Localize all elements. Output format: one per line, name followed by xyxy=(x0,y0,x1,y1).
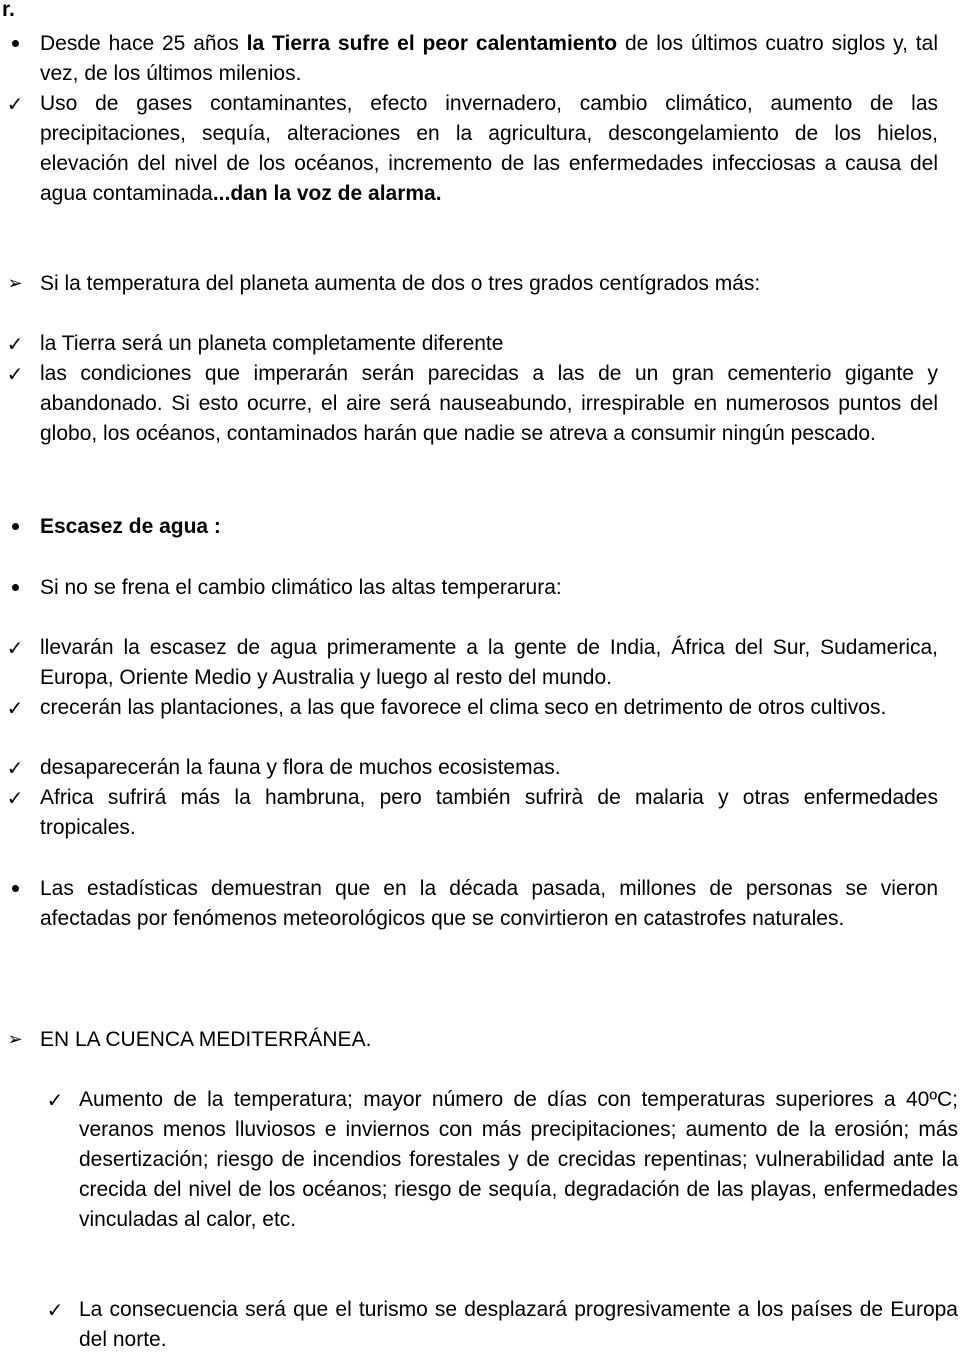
list-item-text: La consecuencia será que el turismo se desplazará progresivamente a los países de Europa del norte. xyxy=(79,1298,958,1351)
section-heading: Escasez de agua : xyxy=(40,515,221,538)
checkmark-icon: ✓ xyxy=(6,756,24,780)
list-item-text: llevarán la escasez de agua primeramente a la gente de India, África del Sur, Sudamerica, Europa, Oriente Medio y Australia y luego al resto del mundo. xyxy=(40,636,938,689)
checkmark-icon: ✓ xyxy=(6,636,24,660)
checkmark-icon: ✓ xyxy=(6,92,24,116)
checkmark-icon: ✓ xyxy=(6,332,24,356)
list-item-text: Africa sufrirá más la hambruna, pero también sufrirà de malaria y otras enfermedades tropicales. xyxy=(40,786,938,839)
list-item-text: Si no se frena el cambio climático las altas temperarura: xyxy=(40,576,562,599)
heading-fragment: r. xyxy=(2,0,15,21)
list-item-text: Uso de gases contaminantes, efecto invernadero, cambio climático, aumento de las precipitaciones, sequía, alteraciones en la agricultura, descongelamiento de los hielos, elevación del nivel de los océanos, incremento de las enfermedades infecciosas a causa del agua contaminada...dan la voz de alarma. xyxy=(40,92,938,205)
list-item-text: Desde hace 25 años la Tierra sufre el peor calentamiento de los últimos cuatro siglos y, tal vez, de los últimos milenios. xyxy=(40,32,938,85)
list-item-text: la Tierra será un planeta completamente diferente xyxy=(40,332,504,355)
list-item-text: Las estadísticas demuestran que en la década pasada, millones de personas se vieron afectadas por fenómenos meteorológicos que se convirtieron en catastrofes naturales. xyxy=(40,877,938,930)
list-item-text: Aumento de la temperatura; mayor número de días con temperaturas superiores a 40ºC; veranos menos lluviosos e inviernos con más precipitaciones; aumento de la erosión; más desertización; riesgo de incendios forestales y de crecidas repentinas; vulnerabilidad ante la crecida del nivel de los océanos; riesgo de sequía, degradación de las playas, enfermedades vinculadas al calor, etc. xyxy=(79,1088,958,1231)
checkmark-icon: ✓ xyxy=(46,1298,64,1322)
checkmark-icon: ✓ xyxy=(46,1088,64,1112)
checkmark-icon: ✓ xyxy=(6,696,24,720)
section-heading: EN LA CUENCA MEDITERRÁNEA. xyxy=(40,1028,372,1051)
list-item-text: desaparecerán la fauna y flora de muchos ecosistemas. xyxy=(40,756,561,779)
arrowhead-icon: ➢ xyxy=(7,273,23,294)
list-item-text: las condiciones que imperarán serán parecidas a las de un gran cementerio gigante y abandonado. Si esto ocurre, el aire será nauseabundo, irrespirable en numerosos puntos del globo, los océanos, contaminados harán que nadie se atreva a consumir ningún pescado. xyxy=(40,362,938,445)
list-item-text: crecerán las plantaciones, a las que favorece el clima seco en detrimento de otros cultivos. xyxy=(40,696,887,719)
checkmark-icon: ✓ xyxy=(6,362,24,386)
bullet-icon xyxy=(0,874,30,904)
checkmark-icon: ✓ xyxy=(6,786,24,810)
bullet-icon xyxy=(0,512,30,542)
list-item-text: Si la temperatura del planeta aumenta de dos o tres grados centígrados más: xyxy=(40,272,761,295)
bullet-icon xyxy=(0,29,30,59)
arrowhead-icon: ➢ xyxy=(7,1029,23,1050)
bullet-icon xyxy=(0,573,30,603)
